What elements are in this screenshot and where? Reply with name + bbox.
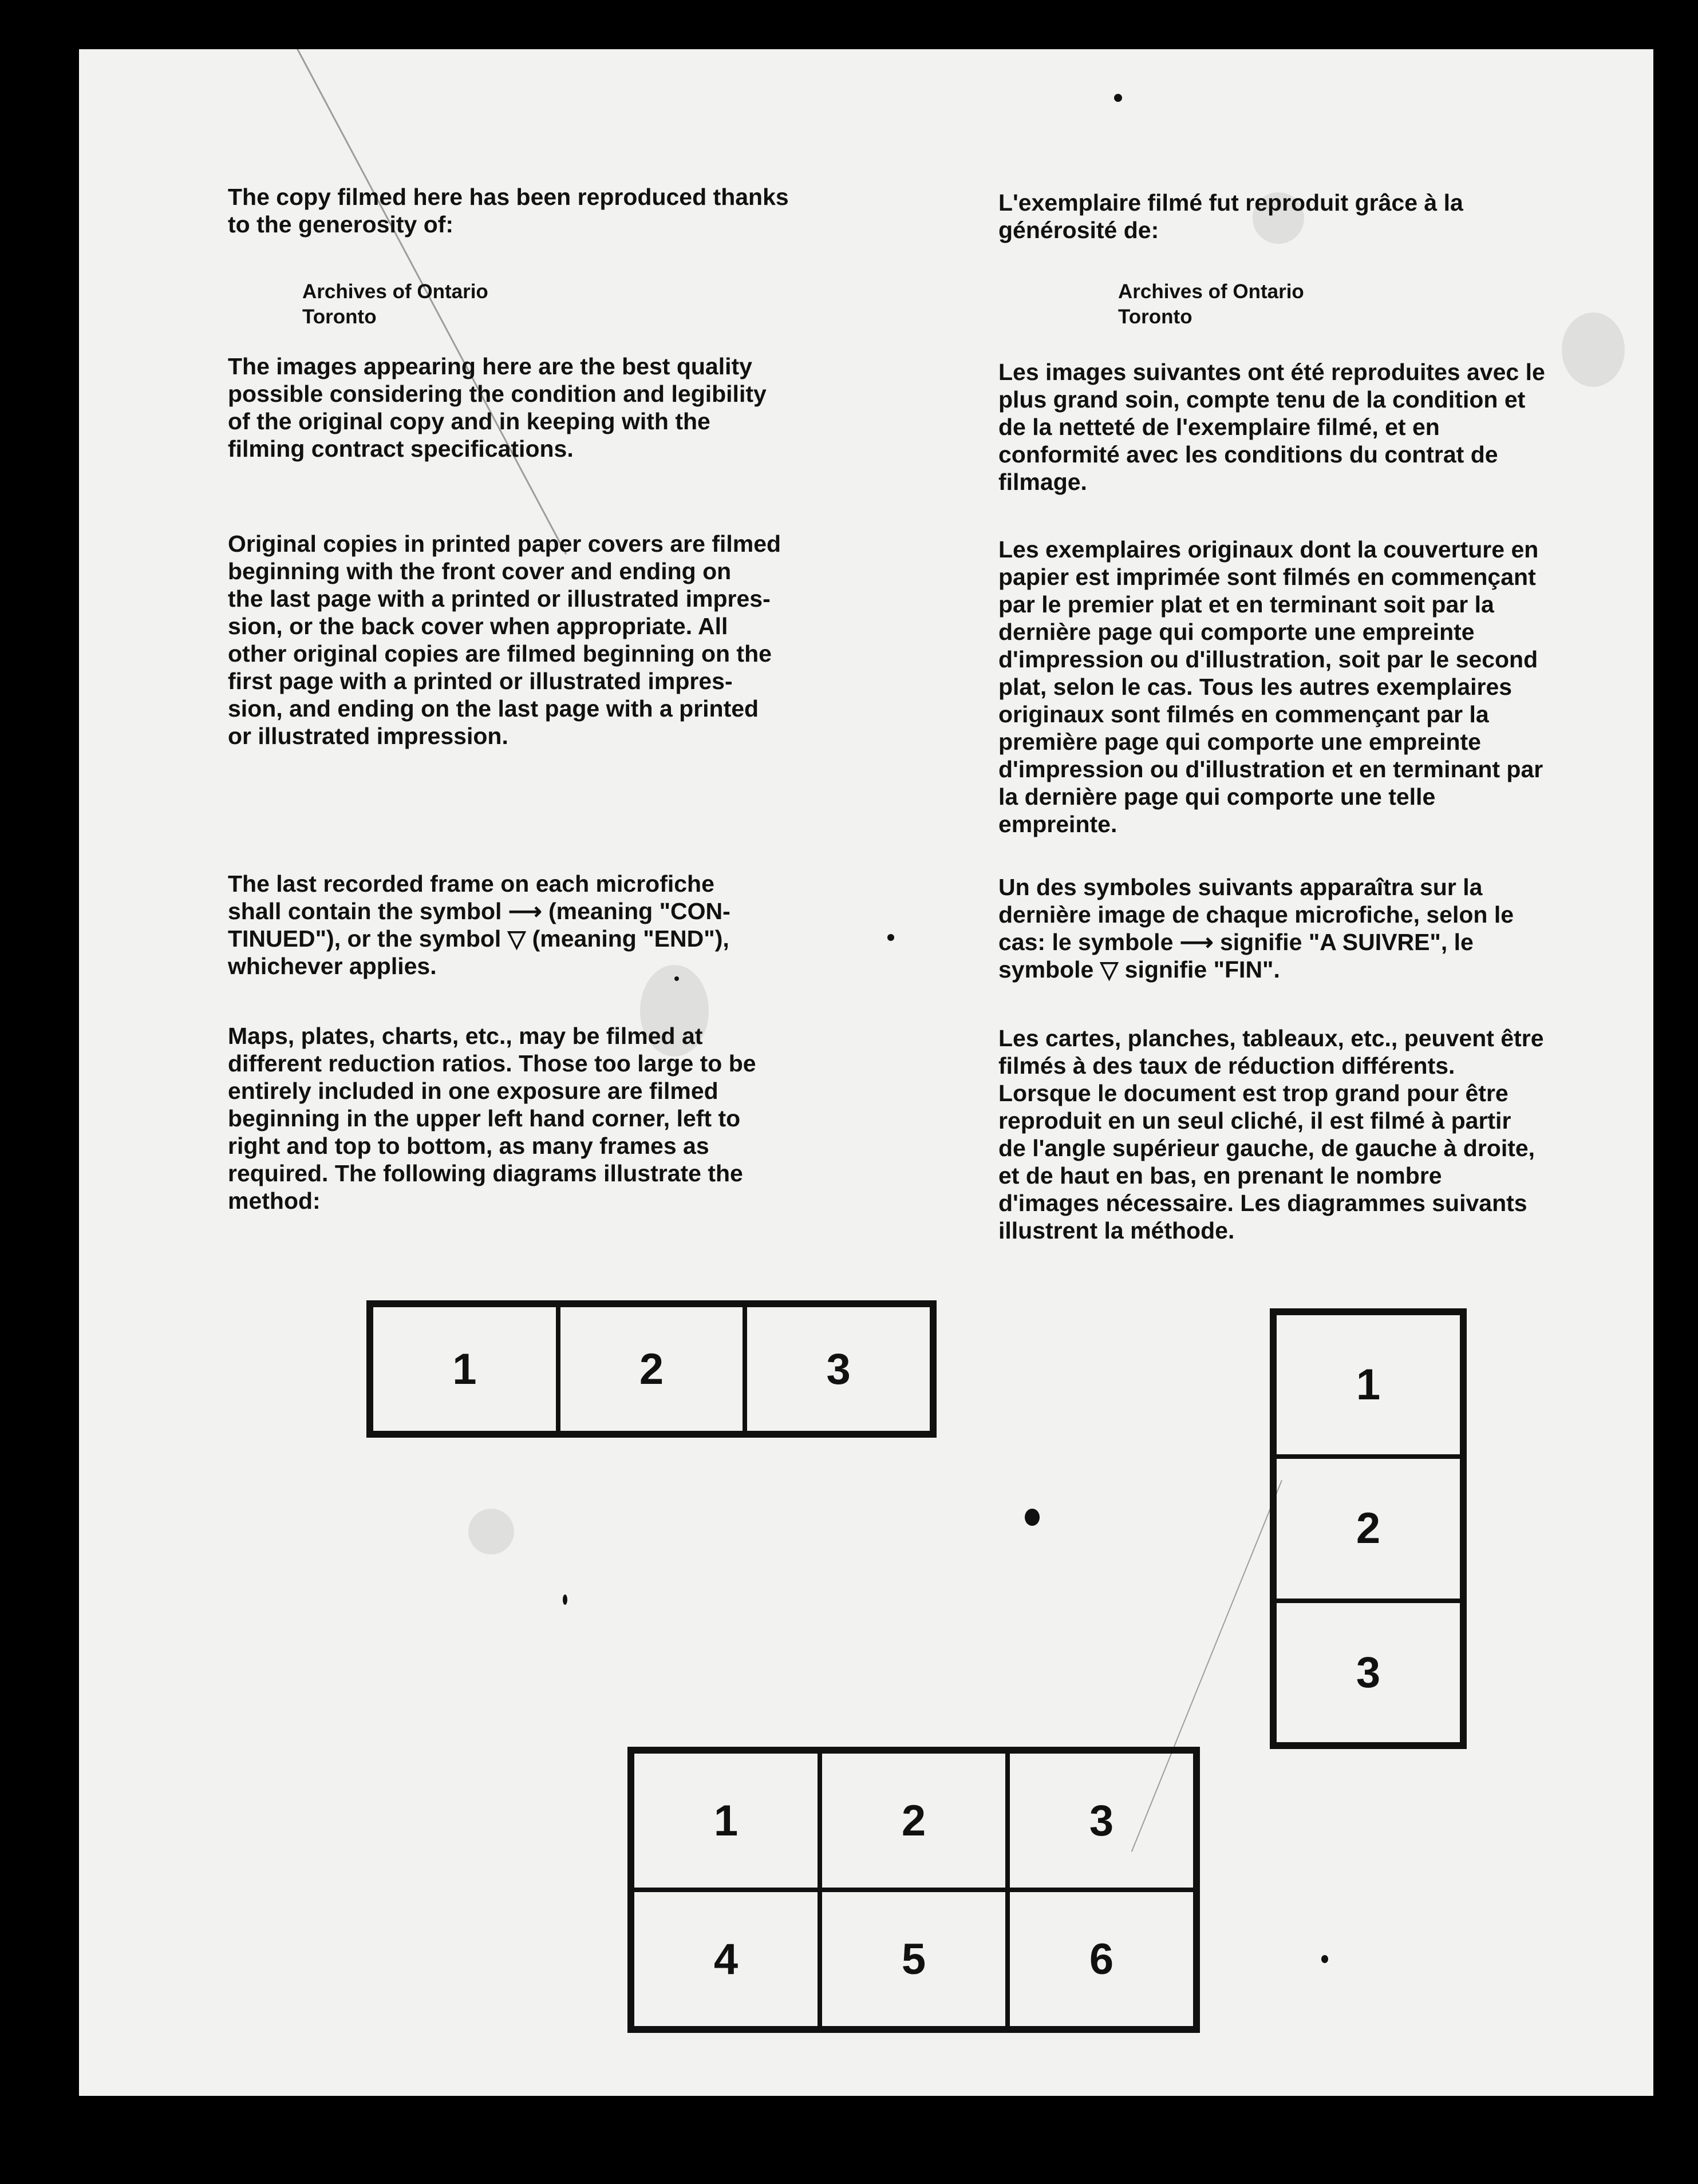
originals-note-fr: Les exemplaires originaux dont la couverture en papier est imprimée sont filmés en commençant par le premier plat et en terminant soit par la dernière page qui comporte une empreinte d'impression ou d'illustration, soit par le second plat, selon le cas. Tous les autres exemplaires originaux sont filmés en commençant par la première page qui comporte une empreinte d'impression ou d'illustration et en terminant par la dernière page qui comporte une telle empreinte. xyxy=(998,536,1543,837)
frame-cell: 4 xyxy=(632,1890,820,2028)
film-speck xyxy=(563,1595,567,1605)
archive-city-en: Toronto xyxy=(302,306,377,328)
maps-note-fr: Les cartes, planches, tableaux, etc., peuvent être filmés à des taux de réduction différents. Lorsque le document est trop grand pour être reproduit en un seul cliché, il est filmé à partir de l'angle supérieur gauche, de gauche à droite, et de haut en bas, en prenant le nombre d'images nécessaire. Les diagrammes suivants illustrent la méthode. xyxy=(998,1025,1544,1244)
symbols-note-fr: Un des symboles suivants apparaîtra sur la dernière image de chaque microfiche, selon le cas: le symbole ⟶ signifie "A SUIVRE", le symbole ▽ signifie "FIN". xyxy=(998,874,1514,983)
archive-city-fr: Toronto xyxy=(1118,306,1192,328)
frame-cell: 2 xyxy=(558,1305,745,1433)
film-smudge xyxy=(468,1509,514,1554)
frame-cell: 3 xyxy=(745,1305,932,1433)
frame-cell: 5 xyxy=(820,1890,1008,2028)
frame-cell: 1 xyxy=(632,1751,820,1890)
vertical-frame-diagram xyxy=(1270,1308,1467,1749)
frame-cell: 2 xyxy=(1274,1457,1462,1600)
film-speck xyxy=(1114,94,1122,102)
film-speck xyxy=(1025,1509,1040,1526)
quality-note-fr: Les images suivantes ont été reproduites avec le plus grand soin, compte tenu de la condition et de la netteté de l'exemplaire filmé, et en conformité avec les conditions du contrat de filmage. xyxy=(998,359,1545,495)
frame-cell: 3 xyxy=(1274,1601,1462,1744)
maps-note-en: Maps, plates, charts, etc., may be filmed at different reduction ratios. Those too large to be entirely included in one exposure are filmed beginning in the upper left hand corner, left to right and top to bottom, as many frames as required. The following diagrams illustrate the method: xyxy=(228,1023,756,1214)
frame-cell: 3 xyxy=(1008,1751,1195,1890)
intro-fr: L'exemplaire filmé fut reproduit grâce à la générosité de: xyxy=(998,189,1463,243)
frame-cell: 1 xyxy=(1274,1313,1462,1457)
frame-cell: 1 xyxy=(371,1305,558,1433)
grid-frame-diagram xyxy=(627,1747,1200,2033)
archive-name-fr: Archives of Ontario xyxy=(1118,280,1304,303)
quality-note-en: The images appearing here are the best quality possible considering the condition and legibility of the original copy and in keeping with the filming contract specifications. xyxy=(228,353,767,462)
intro-en: The copy filmed here has been reproduced thanks to the generosity of: xyxy=(228,184,789,238)
film-speck xyxy=(1321,1955,1328,1963)
symbols-note-en: The last recorded frame on each microfiche shall contain the symbol ⟶ (meaning "CON- TINUED"), or the symbol ▽ (meaning "END"), whichever applies. xyxy=(228,871,730,979)
frame-cell: 6 xyxy=(1008,1890,1195,2028)
horizontal-frame-diagram xyxy=(366,1300,937,1438)
archive-name-en: Archives of Ontario xyxy=(302,280,488,303)
originals-note-en: Original copies in printed paper covers are filmed beginning with the front cover and ending on the last page with a printed or illustrated impres- sion, or the back cover when appropriate. All other original copies are filmed beginning on the first page with a printed or illustrated impres- sion, and ending on the last page with a printed or illustrated impression. xyxy=(228,531,781,749)
microfiche-target-page xyxy=(79,49,1653,2096)
frame-cell: 2 xyxy=(820,1751,1008,1890)
